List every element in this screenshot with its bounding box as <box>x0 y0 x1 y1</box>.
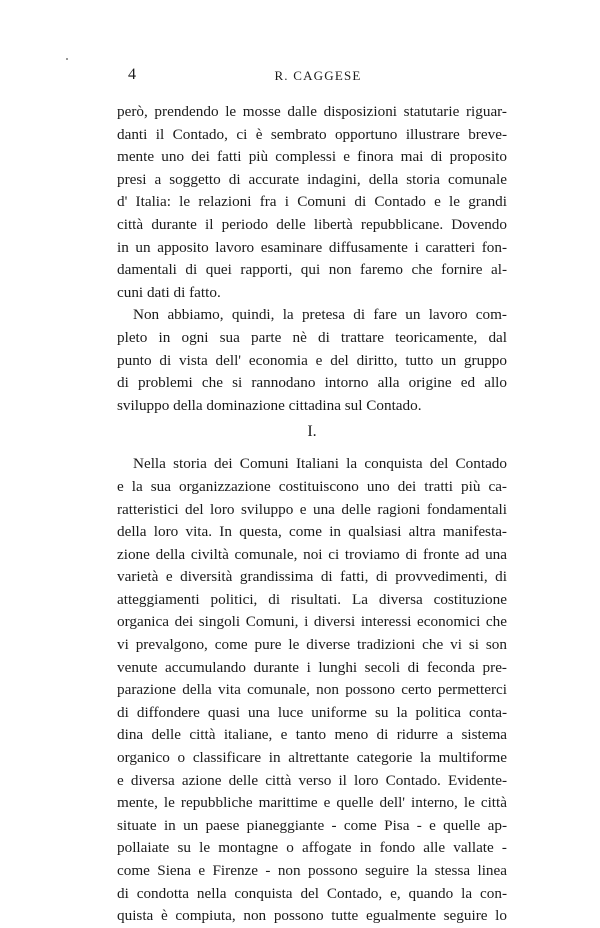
text-line: e diversa azione delle città verso il loro Contado. Evidente- <box>117 771 507 789</box>
text-line: atteggiamenti politici, di risultati. La diversa costituzione <box>117 590 507 608</box>
text-line: d' Italia: le relazioni fra i Comuni di Contado e le grandi <box>117 193 507 211</box>
text-line: venute accumulando durante i lunghi secoli di feconda pre- <box>117 658 507 676</box>
text-line: di problemi che si rannodano intorno alla origine ed allo <box>117 374 507 392</box>
text-line: come Siena e Firenze - non possono seguire la stessa linea <box>117 862 507 879</box>
text-line: di diffondere quasi una luce uniforme su la politica conta- <box>117 703 507 721</box>
text-line: di condotta nella conquista del Contado, e, quando la con- <box>117 884 507 902</box>
text-line: organica dei singoli Comuni, i diversi interessi economici che <box>117 613 507 631</box>
text-line: situate in un paese pianeggiante - come Pisa - e quelle ap- <box>117 816 507 834</box>
text-line: parazione della vita comunale, non possono certo permetterci <box>117 681 507 699</box>
text-line: e la sua organizzazione costituiscono uno dei tratti più ca- <box>117 477 507 495</box>
paragraph-1 <box>117 101 507 304</box>
text-line: pleto in ogni sua parte nè di trattare teoricamente, dal <box>117 328 507 346</box>
running-head: R. CAGGESE <box>274 68 362 83</box>
text-line: però, prendendo le mosse dalle disposizioni statutarie riguar- <box>117 103 507 120</box>
text-line: pollaiate su le montagne o affogate in fondo alle vallate - <box>117 839 507 857</box>
paper-speck <box>66 58 68 60</box>
text-line: cuni dati di fatto. <box>117 283 221 301</box>
paragraph-2 <box>117 304 507 417</box>
text-line: vi prevalgono, come pure le diverse tradizioni che vi si son <box>117 636 507 654</box>
text-line: presi a soggetto di accurate indagini, della storia comunale <box>117 170 507 188</box>
text-line: sviluppo della dominazione cittadina sul Contado. <box>117 396 422 414</box>
text-line: quista è compiuta, non possono tutte egualmente seguire lo <box>117 907 507 925</box>
page-number: 4 <box>128 66 136 83</box>
text-line: Non abbiamo, quindi, la pretesa di fare un lavoro com- <box>133 306 507 324</box>
text-line: dina delle città italiane, e tanto meno di ridurre a sistema <box>117 726 507 744</box>
text-line: punto di vista dell' economia e del diritto, tutto un gruppo <box>117 351 507 369</box>
body-text <box>117 101 507 928</box>
paragraph-3 <box>117 453 507 927</box>
text-line: della loro vita. In questa, come in qualsiasi altra manifesta- <box>117 523 507 541</box>
text-line: organico o classificare in altrettante categorie la multiforme <box>117 749 507 767</box>
text-line: mente, le repubbliche marittime e quelle dell' interno, le città <box>117 794 507 812</box>
text-line: città durante il periodo delle libertà repubblicane. Dovendo <box>117 215 507 233</box>
text-line: in un apposito lavoro esaminare diffusamente i caratteri fon- <box>117 238 507 256</box>
text-line: varietà e diversità grandissima di fatti, di provvedimenti, di <box>117 568 507 586</box>
text-line: damentali di quei rapporti, qui non faremo che fornire al- <box>117 261 507 279</box>
text-line: mente uno dei fatti più complessi e finora mai di proposito <box>117 148 507 166</box>
text-line: zione della civiltà comunale, noi ci troviamo di fronte ad una <box>117 545 507 563</box>
text-line: danti il Contado, ci è sembrato opportuno illustrare breve- <box>117 125 507 143</box>
section-heading: I. <box>307 423 317 441</box>
text-line: ratteristici del loro sviluppo e una delle ragioni fondamentali <box>117 500 507 518</box>
page-header <box>128 64 508 88</box>
text-line: Nella storia dei Comuni Italiani la conquista del Contado <box>133 455 507 473</box>
